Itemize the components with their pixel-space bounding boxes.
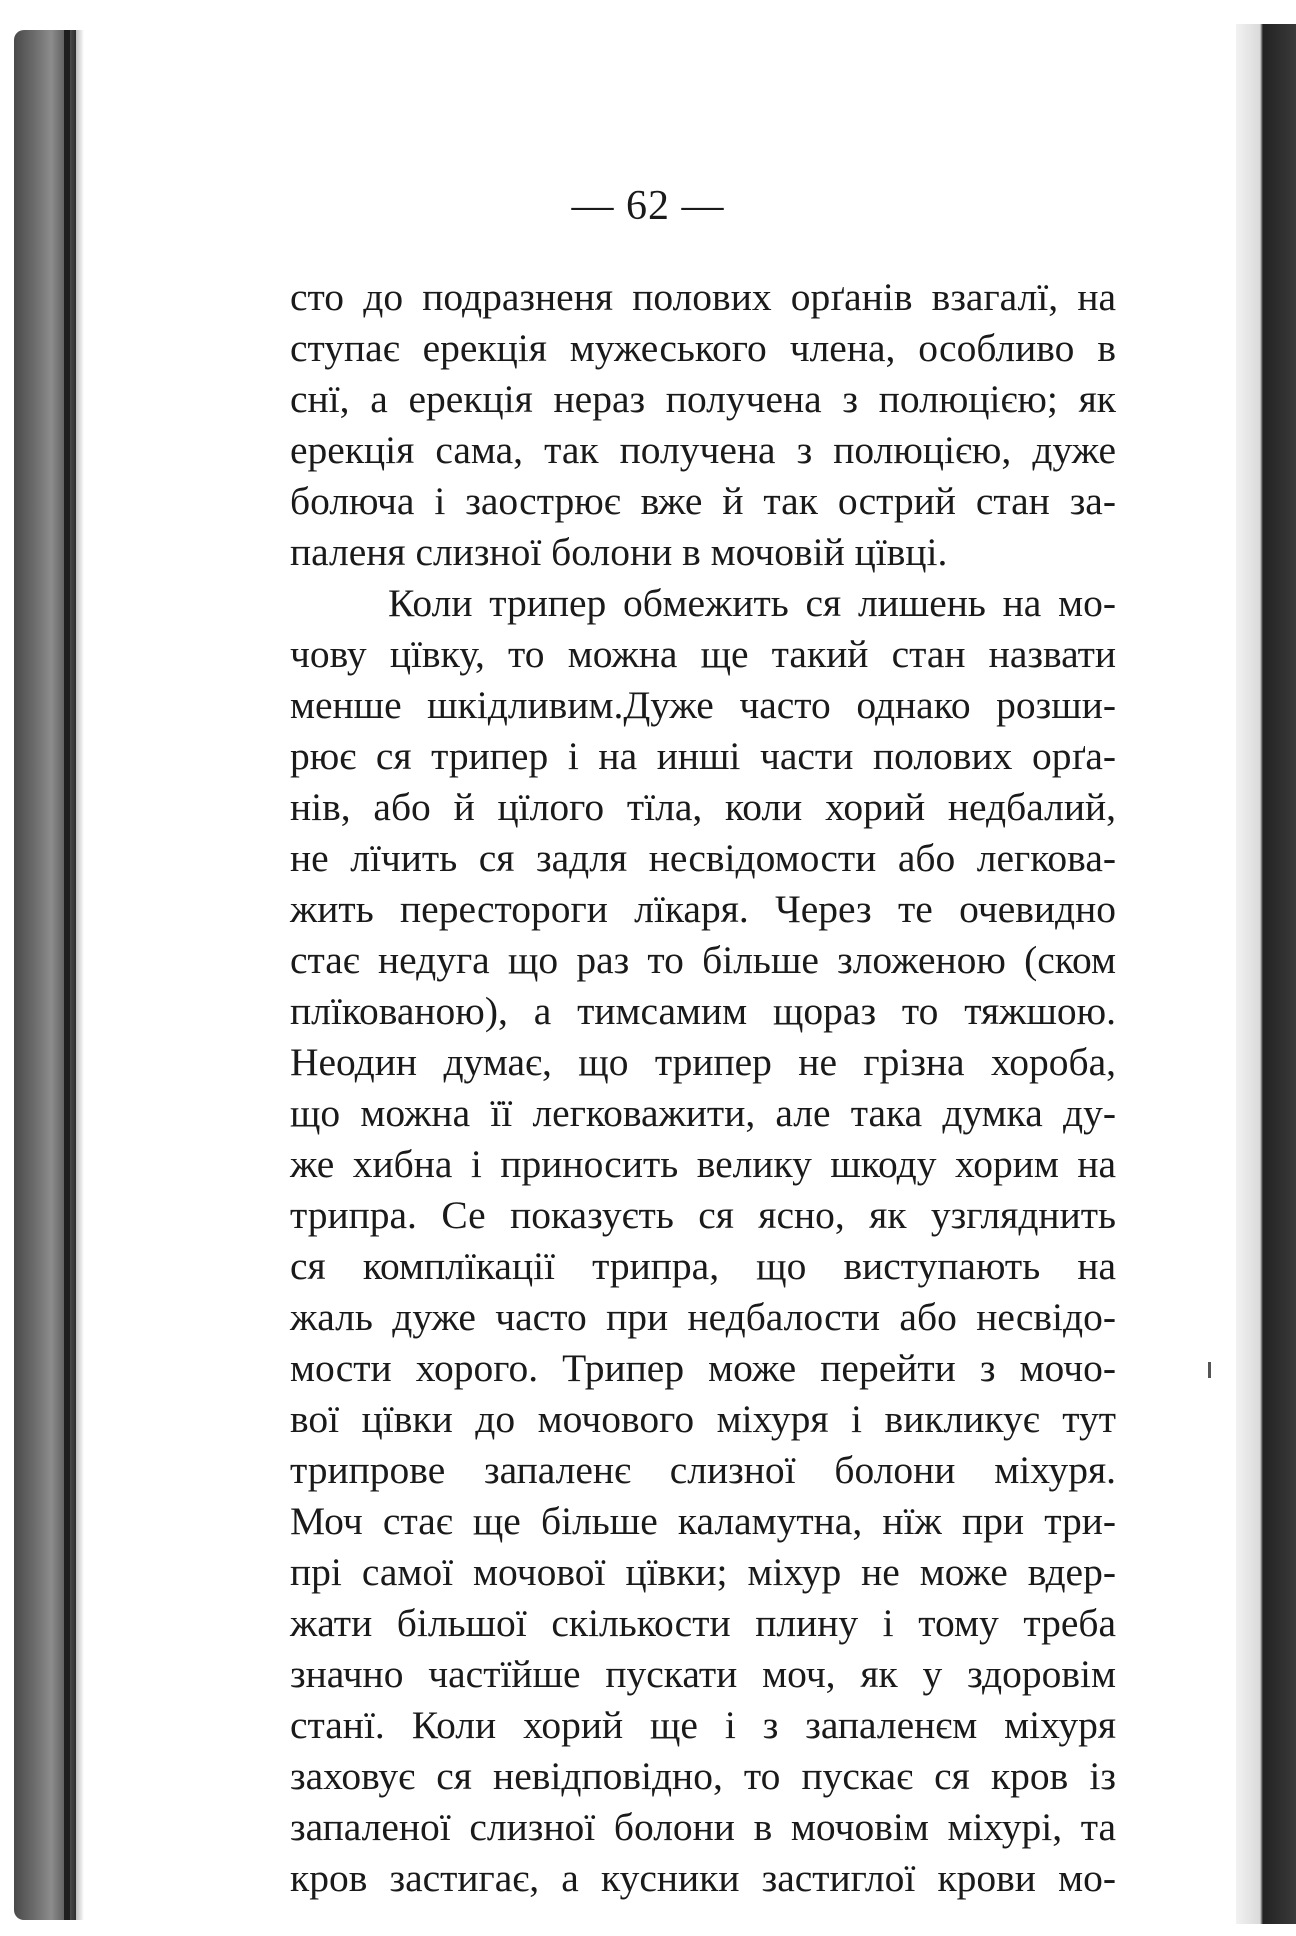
text-line: сто до подразненя полових орґанів взагалї, на (290, 275, 1116, 319)
text-line: плїкованою), а тимсамим щораз то тяжшою. (290, 989, 1116, 1033)
facing-page-edge (1236, 24, 1296, 1924)
text-line: нів, або й цїлого тїла, коли хорий недбалий, (290, 785, 1116, 829)
margin-mark (1208, 1362, 1211, 1378)
text-line: мости хорого. Трипер може перейти з мочо- (290, 1346, 1116, 1390)
text-line: запаленої слизної болони в мочовім міхурі, та (290, 1805, 1116, 1849)
text-line: жить перестороги лїкаря. Через те очевидно (290, 887, 1116, 931)
text-line: менше шкідливим.Дуже часто однако розши- (290, 683, 1116, 727)
page-gutter-shadow (76, 30, 84, 1920)
text-line: трипра. Се показуєть ся ясно, як узгляднить (290, 1193, 1116, 1237)
text-line: снї, а ерекція нераз получена з полюцією; як (290, 377, 1116, 421)
body-text (290, 272, 1116, 1904)
text-line: трипрове запаленє слизної болони міхуря. (290, 1448, 1116, 1492)
text-line: заховує ся невідповідно, то пускає ся кров із (290, 1754, 1116, 1798)
text-line: станї. Коли хорий ще і з запаленєм міхуря (290, 1703, 1116, 1747)
text-line: Моч стає ще більше каламутна, нїж при три- (290, 1499, 1116, 1543)
text-line: значно частїйше пускати моч, як у здоровім (290, 1652, 1116, 1696)
text-line: стає недуга що раз то більше зложеною (ском (290, 938, 1116, 982)
text-line: кров застигає, а кусники застиглої крови мо- (290, 1856, 1116, 1900)
text-line: вої цївки до мочового міхуря і викликує тут (290, 1397, 1116, 1441)
book-spine-edge (14, 30, 76, 1920)
text-line: паленя слизної болони в мочовій цївці. (290, 530, 948, 574)
text-line: чову цївку, то можна ще такий стан назвати (290, 632, 1116, 676)
text-line: не лїчить ся задля несвідомости або легкова- (290, 836, 1116, 880)
page-number: — 62 — (571, 183, 725, 229)
text-line: ступає ерекція мужеського члена, особливо в (290, 326, 1116, 370)
text-line: же хибна і приносить велику шкоду хорим на (290, 1142, 1116, 1186)
text-line: болюча і заострює вже й так острий стан за- (290, 479, 1116, 523)
text-line: рює ся трипер і на инші части полових орґа- (290, 734, 1116, 778)
text-line: жати більшої скількости плину і тому треба (290, 1601, 1116, 1645)
text-line: ерекція сама, так получена з полюцією, дуже (290, 428, 1116, 472)
text-line: Неодин думає, що трипер не грізна хороба, (290, 1040, 1116, 1084)
text-line: ся комплїкації трипра, що виступають на (290, 1244, 1116, 1288)
text-line: жаль дуже часто при недбалости або несвідо- (290, 1295, 1116, 1339)
text-line: прі самої мочової цївки; міхур не може вдер- (290, 1550, 1116, 1594)
text-line: що можна її легковажити, але така думка ду- (290, 1091, 1116, 1135)
paragraph-first-line: Коли трипер обмежить ся лишень на мо- (388, 581, 1116, 625)
